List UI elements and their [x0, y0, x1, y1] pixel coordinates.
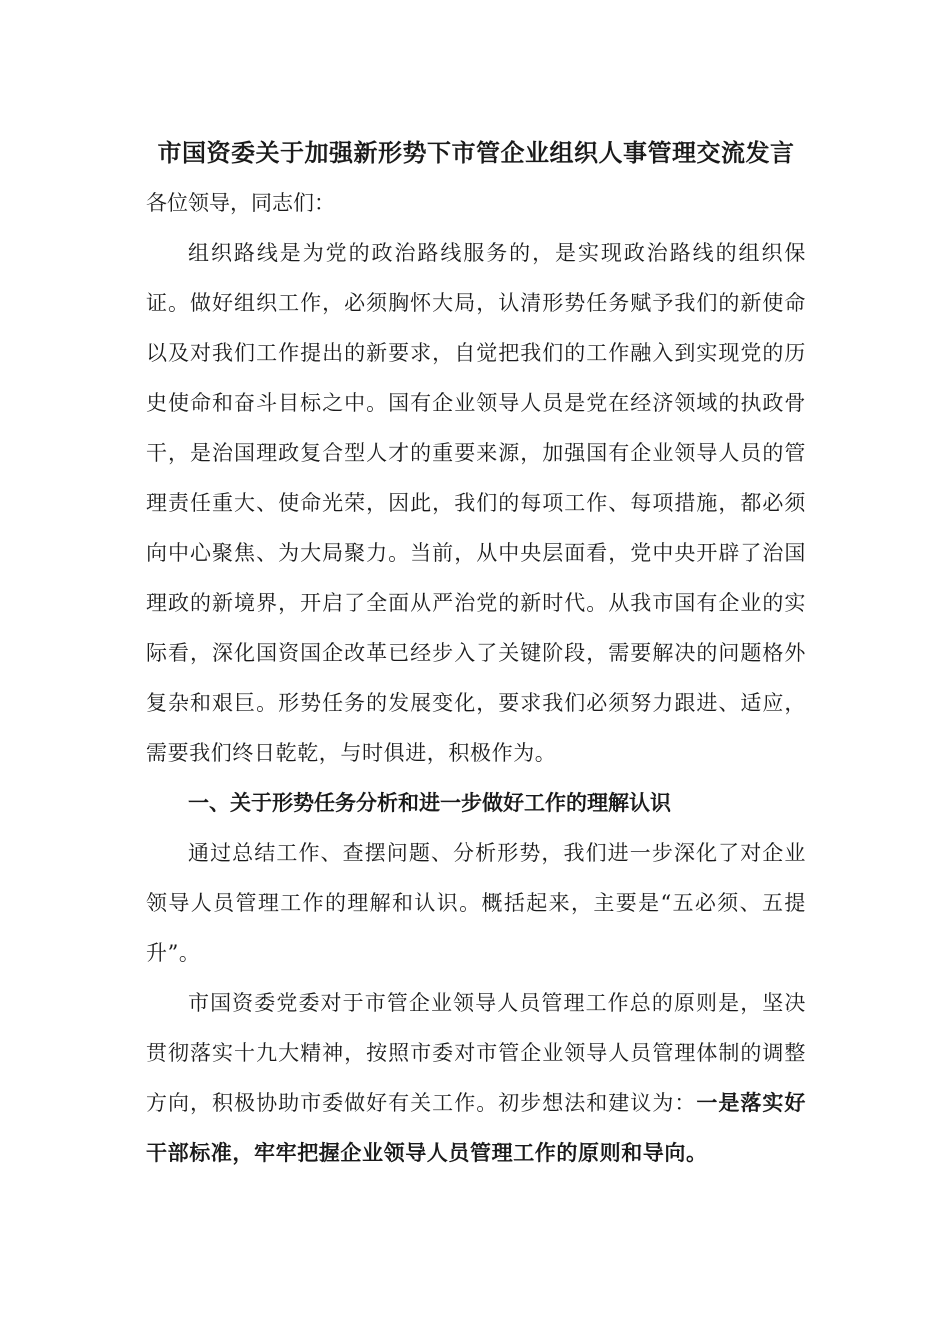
paragraph-principles-text: 市国资委党委对于市管企业领导人员管理工作总的原则是，坚决贯彻落实十九大精神，按照市委对市管企业领导人员管理体制的调整方向，积极协助市委做好有关工作。初步想法和建议为：	[146, 991, 806, 1115]
paragraph-principles	[146, 978, 806, 1178]
section-heading-1: 一、关于形势任务分析和进一步做好工作的理解认识	[188, 791, 671, 815]
salutation: 各位领导，同志们：	[146, 191, 335, 215]
paragraph-intro: 组织路线是为党的政治路线服务的，是实现政治路线的组织保证。做好组织工作，必须胸怀大局，认清形势任务赋予我们的新使命以及对我们工作提出的新要求，自觉把我们的工作融入到实现党的历史使命和奋斗目标之中。国有企业领导人员是党在经济领域的执政骨干，是治国理政复合型人才的重要来源，加强国有企业领导人员的管理责任重大、使命光荣，因此，我们的每项工作、每项措施，都必须向中心聚焦、为大局聚力。当前，从中央层面看，党中央开辟了治国理政的新境界，开启了全面从严治党的新时代。从我市国有企业的实际看，深化国资国企改革已经步入了关键阶段，需要解决的问题格外复杂和艰巨。形势任务的发展变化，要求我们必须努力跟进、适应，需要我们终日乾乾，与时俱进，积极作为。	[146, 241, 806, 765]
paragraph-principles-emphasis: 一是落实好干部标准，牢牢把握企业领导人员管理工作的原则和导向。	[146, 1091, 806, 1165]
document-title: 市国资委关于加强新形势下市管企业组织人事管理交流发言	[157, 139, 795, 167]
paragraph-summary: 通过总结工作、查摆问题、分析形势，我们进一步深化了对企业领导人员管理工作的理解和认识。概括起来，主要是“五必须、五提升”。	[146, 841, 806, 965]
document-page	[146, 128, 806, 1178]
